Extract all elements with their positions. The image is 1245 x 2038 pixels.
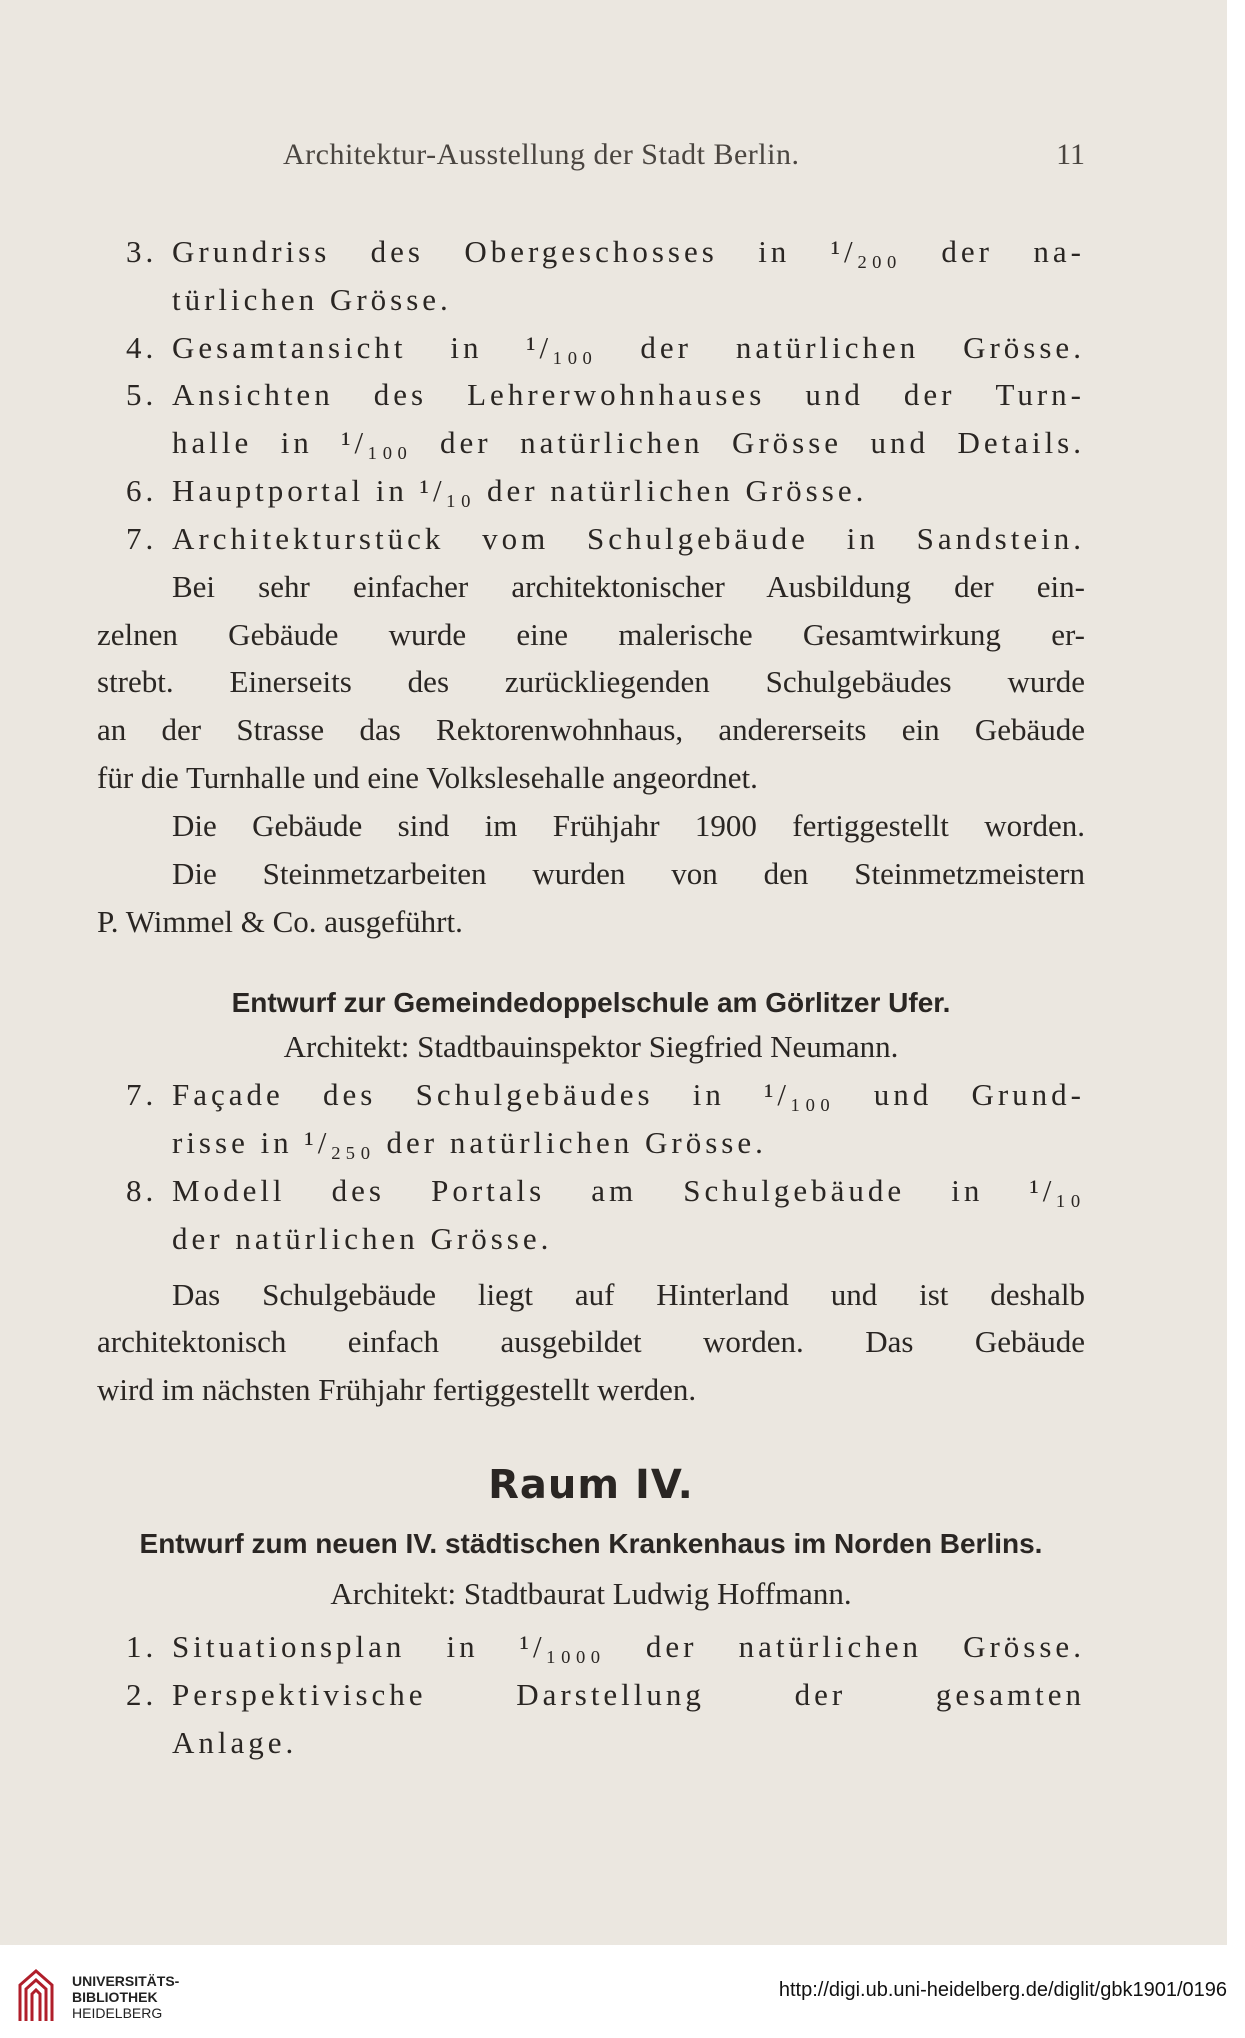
library-logo-icon xyxy=(14,1967,58,2023)
list-item xyxy=(126,328,1085,368)
list-item-continuation: Anlage. xyxy=(172,1725,298,1760)
list-item xyxy=(126,1675,1085,1715)
item-text: Situationsplan in ¹/₁₀₀₀ der natürlichen Grösse. xyxy=(172,1629,1085,1664)
item-number: 4. xyxy=(126,330,158,365)
list-item xyxy=(126,1171,1085,1211)
item-text: Architekturstück vom Schulgebäude in Sandstein. xyxy=(172,521,1085,556)
list-item xyxy=(126,519,1085,559)
item-text: Perspektivische Darstellung der gesamten xyxy=(172,1677,1085,1712)
list-item xyxy=(126,1075,1085,1115)
item-text: Hauptportal in ¹/₁₀ der natürlichen Grösse. xyxy=(172,473,868,508)
paragraph-line: Bei sehr einfacher architektonischer Ausbildung der ein- xyxy=(172,569,1085,604)
item-number: 3. xyxy=(126,234,158,269)
item-text: Modell des Portals am Schulgebäude in ¹/₁₀ xyxy=(172,1173,1085,1208)
paragraph-line: P. Wimmel & Co. ausgeführt. xyxy=(97,904,463,939)
paragraph-line: an der Strasse das Rektorenwohnhaus, andererseits ein Gebäude xyxy=(97,712,1085,747)
item-number: 5. xyxy=(126,377,158,412)
item-text: Grundriss des Obergeschosses in ¹/₂₀₀ der na- xyxy=(172,234,1085,269)
list-item-continuation: türlichen Grösse. xyxy=(172,282,452,317)
paragraph-line: für die Turnhalle und eine Volkslesehalle angeordnet. xyxy=(97,760,758,795)
paragraph-line: wird im nächsten Frühjahr fertiggestellt werden. xyxy=(97,1372,697,1407)
page-edge xyxy=(1227,0,1236,1945)
item-number: 8. xyxy=(126,1173,158,1208)
item-number: 7. xyxy=(126,1077,158,1112)
list-item xyxy=(126,1627,1085,1667)
item-number: 7. xyxy=(126,521,158,556)
list-item-continuation: halle in ¹/₁₀₀ der natürlichen Grösse und Details. xyxy=(172,425,1085,460)
footer-bar xyxy=(0,1945,1245,2038)
library-name: UNIVERSITÄTS- BIBLIOTHEK HEIDELBERG xyxy=(72,1973,180,2021)
item-number: 2. xyxy=(126,1677,158,1712)
architect-line: Architekt: Stadtbauinspektor Siegfried Neumann. xyxy=(283,1029,899,1064)
section-heading: Entwurf zum neuen IV. städtischen Krankenhaus im Norden Berlins. xyxy=(139,1528,1043,1559)
list-item xyxy=(126,375,1085,415)
paragraph-line: Die Steinmetzarbeiten wurden von den Steinmetzmeistern xyxy=(172,856,1085,891)
list-item xyxy=(126,471,868,511)
page-number: 11 xyxy=(1056,138,1085,171)
architect-line: Architekt: Stadtbaurat Ludwig Hoffmann. xyxy=(330,1576,852,1611)
list-item xyxy=(126,232,1085,272)
section-heading: Entwurf zur Gemeindedoppelschule am Görlitzer Ufer. xyxy=(231,987,951,1018)
item-number: 1. xyxy=(126,1629,158,1664)
item-text: Gesamtansicht in ¹/₁₀₀ der natürlichen Grösse. xyxy=(172,330,1085,365)
item-text: Ansichten des Lehrerwohnhauses und der Turn- xyxy=(172,377,1085,412)
room-title: Raum IV. xyxy=(488,1462,694,1508)
list-item-continuation: risse in ¹/₂₅₀ der natürlichen Grösse. xyxy=(172,1125,767,1160)
source-url-link[interactable]: http://digi.ub.uni-heidelberg.de/diglit/gbk1901/0196 xyxy=(778,1979,1227,2001)
item-number: 6. xyxy=(126,473,158,508)
item-text: Façade des Schulgebäudes in ¹/₁₀₀ und Grund- xyxy=(172,1077,1085,1112)
paragraph-line: strebt. Einerseits des zurückliegenden Schulgebäudes wurde xyxy=(97,664,1085,699)
paragraph-line: Die Gebäude sind im Frühjahr 1900 fertiggestellt worden. xyxy=(172,808,1085,843)
running-title: Architektur-Ausstellung der Stadt Berlin. xyxy=(283,138,800,171)
paragraph-line: Das Schulgebäude liegt auf Hinterland und ist deshalb xyxy=(172,1277,1085,1312)
paragraph-line: zelnen Gebäude wurde eine malerische Gesamtwirkung er- xyxy=(97,617,1085,652)
paragraph-line: architektonisch einfach ausgebildet worden. Das Gebäude xyxy=(97,1324,1085,1359)
list-item-continuation: der natürlichen Grösse. xyxy=(172,1221,553,1256)
